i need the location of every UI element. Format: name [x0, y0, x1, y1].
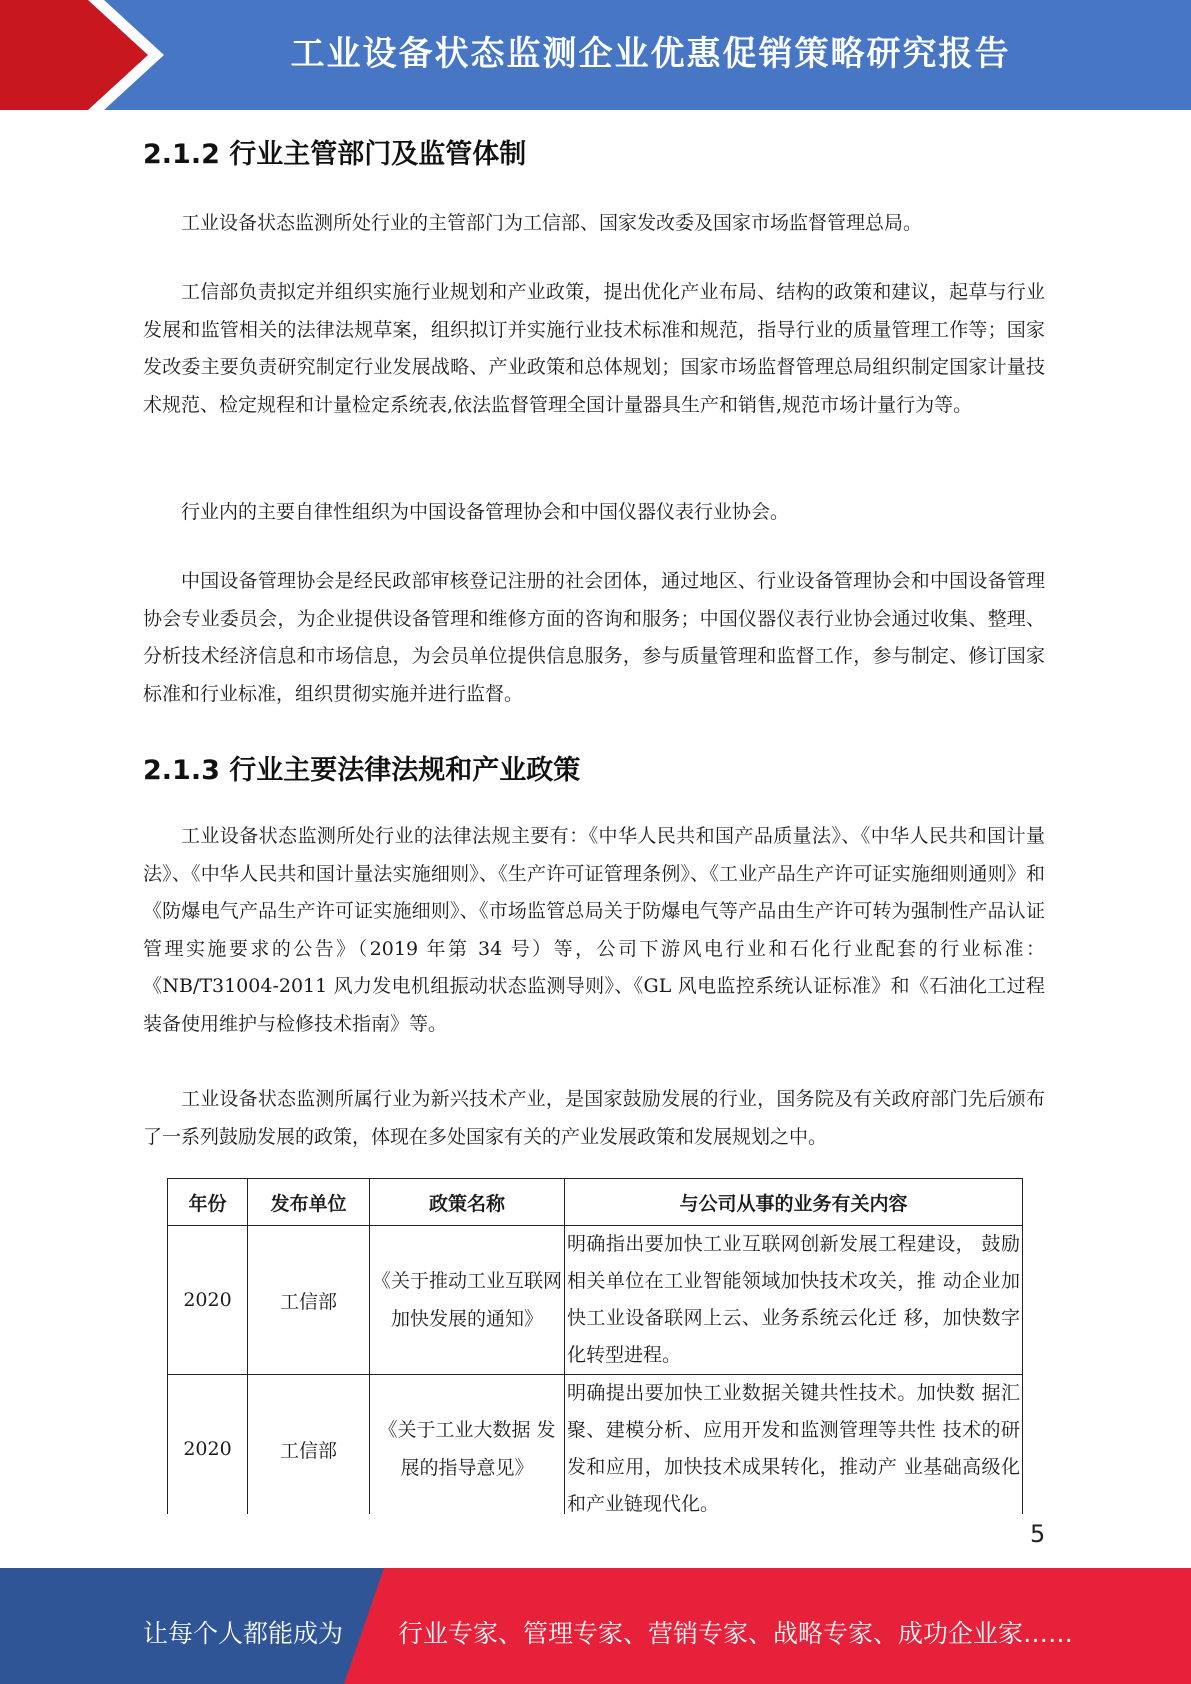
policy-table-container — [0, 1178, 1191, 1514]
column-header-issuer: 发布单位 — [248, 1179, 370, 1226]
column-header-policy: 政策名称 — [370, 1179, 565, 1226]
table-row — [168, 1375, 1023, 1515]
column-header-year: 年份 — [168, 1179, 248, 1226]
footer-slogan-left: 让每个人都能成为 — [143, 1619, 344, 1648]
cell-year: 2020 — [168, 1226, 248, 1375]
policy-table — [167, 1178, 1023, 1514]
report-title: 工业设备状态监测企业优惠促销策略研究报告 — [290, 34, 1011, 74]
cell-policy: 《关于工业大数据 发展的指导意见》 — [370, 1375, 565, 1515]
paragraph: 工业设备状态监测所属行业为新兴技术产业，是国家鼓励发展的行业，国务院及有关政府部门先后颁布了一系列鼓励发展的政策，体现在多处国家有关的产业发展政策和发展规划之中。 — [143, 1088, 1045, 1148]
cell-issuer: 工信部 — [248, 1226, 370, 1375]
cell-content: 明确指出要加快工业互联网创新发展工程建设， 鼓励相关单位在工业智能领域加快技术攻关，推 动企业加快工业设备联网上云、业务系统云化迁 移，加快数字化转型进程。 — [565, 1226, 1023, 1375]
paragraph: 工业设备状态监测所处行业的法律法规主要有：《中华人民共和国产品质量法》、《中华人民共和国计量法》、《中华人民共和国计量法实施细则》、《生产许可证管理条例》、《工业产品生产许可证实施细则通则》和《防爆电气产品生产许可证实施细则》、《市场监管总局关于防爆电气等产品由生产许可转为强制性产品认证管理实施要求的公告》（2019 年第 34 号）等，公司下游风电行业和石化行业配套的行业标准：《NB/T31004-2011 风力发电机组振动状态监测导则》、《GL 风电监控系统认证标准》和《石油化工过程装备使用维护与检修技术指南》等。 — [143, 825, 1045, 1035]
paragraph: 工业设备状态监测所处行业的主管部门为工信部、国家发改委及国家市场监督管理总局。 — [181, 212, 923, 234]
cell-content: 明确提出要加快工业数据关键共性技术。加快数 据汇聚、建模分析、应用开发和监测管理等共性 技术的研发和应用，加快技术成果转化，推动产 业基础高级化和产业链现代化。 — [565, 1375, 1023, 1515]
paragraph: 中国设备管理协会是经民政部审核登记注册的社会团体，通过地区、行业设备管理协会和中国设备管理协会专业委员会，为企业提供设备管理和维修方面的咨询和服务；中国仪器仪表行业协会通过收集、整理、分析技术经济信息和市场信息，为会员单位提供信息服务，参与质量管理和监督工作，参与制定、修订国家标准和行业标准，组织贯彻实施并进行监督。 — [143, 570, 1045, 705]
table-row — [168, 1226, 1023, 1375]
footer-slogan-right: 行业专家、管理专家、营销专家、战略专家、成功企业家…… — [398, 1619, 1074, 1648]
section-title-2-1-2: 2.1.2 行业主管部门及监管体制 — [143, 139, 527, 170]
cell-issuer: 工信部 — [248, 1375, 370, 1515]
paragraph: 工信部负责拟定并组织实施行业规划和产业政策，提出优化产业布局、结构的政策和建议，起草与行业发展和监管相关的法律法规草案，组织拟订并实施行业技术标准和规范，指导行业的质量管理工作等；国家发改委主要负责研究制定行业发展战略、产业政策和总体规划；国家市场监督管理总局组织制定国家计量技术规范、检定规程和计量检定系统表,依法监督管理全国计量器具生产和销售,规范市场计量行为等。 — [143, 281, 1045, 416]
cell-year: 2020 — [168, 1375, 248, 1515]
column-header-content: 与公司从事的业务有关内容 — [565, 1179, 1023, 1226]
footer-banner — [0, 1568, 1191, 1684]
section-title-2-1-3: 2.1.3 行业主要法律法规和产业政策 — [143, 755, 581, 786]
cell-policy: 《关于推动工业互联网加快发展的通知》 — [370, 1226, 565, 1375]
paragraph: 行业内的主要自律性组织为中国设备管理协会和中国仪器仪表行业协会。 — [181, 501, 790, 523]
page-number: 5 — [1030, 1520, 1046, 1548]
header-banner — [0, 0, 1191, 110]
table-header-row — [168, 1179, 1023, 1226]
